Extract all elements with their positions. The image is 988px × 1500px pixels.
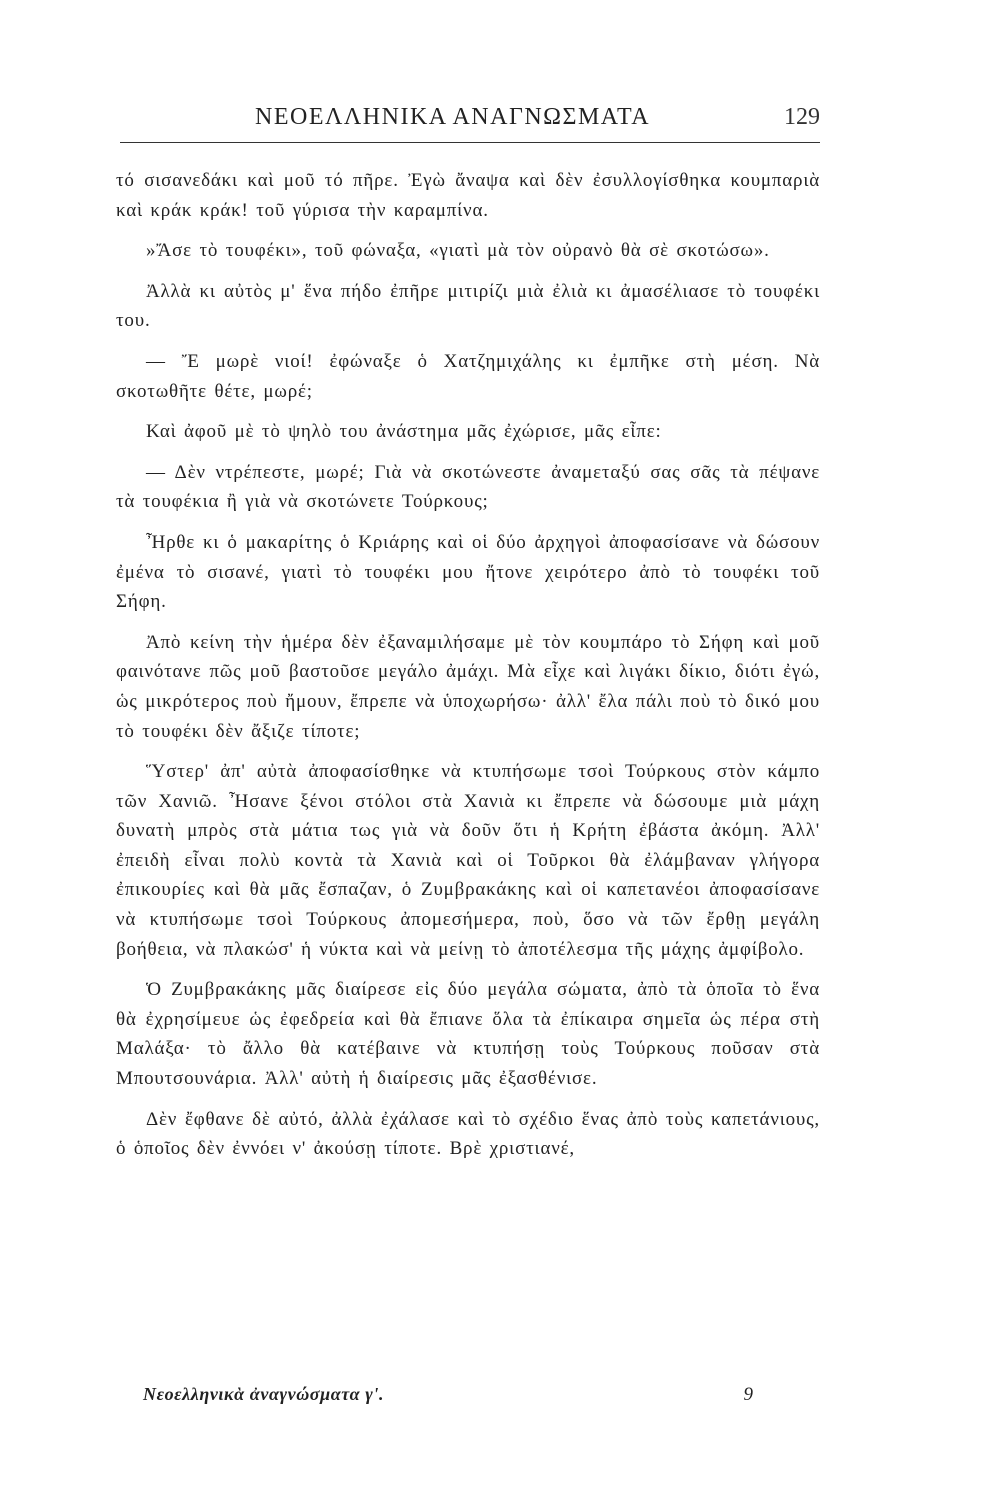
body-text: [116, 166, 820, 1175]
paragraph-8: Ἀπὸ κείνη τὴν ἡμέρα δὲν ἐξαναμιλήσαμε μὲ τὸν κουμπάρο τὸ Σήφη καὶ μοῦ φαινότανε πῶς μοῦ βαστοῦσε μεγάλο ἀμάχι. Μὰ εἶχε καὶ λιγάκι δίκιο, διότι ἐγώ, ὡς μικρότερος ποὺ ἤμουν, ἔπρεπε νὰ ὑποχωρήσω· ἀλλ' ἔλα πάλι ποὺ τὸ δικό μου τὸ τουφέκι δὲν ἄξιζε τίποτε;: [116, 631, 820, 742]
paragraph-3: Ἀλλὰ κι αὐτὸς μ' ἕνα πήδο ἐπῆρε μιτιρίζι μιὰ ἐλιὰ κι ἀμασέλιασε τὸ τουφέκι του.: [116, 280, 820, 332]
page-number: 129: [784, 104, 820, 130]
running-title: ΝΕΟΕΛΛΗΝΙΚΑ ΑΝΑΓΝΩΣΜΑΤΑ: [255, 104, 651, 130]
paragraph-7: Ἦρθε κι ὁ μακαρίτης ὁ Κριάρης καὶ οἱ δύο ἀρχηγοὶ ἀποφασίσανε νὰ δώσουν ἐμένα τὸ σισανέ, γιατὶ τὸ τουφέκι μου ἤτονε χειρότερο ἀπὸ τὸ τουφέκι τοῦ Σήφη.: [116, 531, 820, 613]
page-footer: [143, 1384, 783, 1412]
paragraph-5: Καὶ ἀφοῦ μὲ τὸ ψηλὸ του ἀνάστημα μᾶς ἐχώρισε, μᾶς εἶπε:: [146, 421, 662, 443]
paragraph-6: — Δὲν ντρέπεστε, μωρέ; Γιὰ νὰ σκοτώνεστε ἀναμεταξύ σας σᾶς τὰ πέψανε τὰ τουφέκια ἢ γιὰ νὰ σκοτώνετε Τούρκους;: [116, 461, 820, 513]
paragraph-2: »Ἄσε τὸ τουφέκι», τοῦ φώναξα, «γιατὶ μὰ τὸν οὐρανὸ θὰ σὲ σκοτώσω».: [146, 240, 770, 262]
paragraph-11: Δὲν ἔφθανε δὲ αὐτό, ἀλλὰ ἐχάλασε καὶ τὸ σχέδιο ἕνας ἀπὸ τοὺς καπετάνιους, ὁ ὁποῖος δὲν ἐννόει ν' ἀκούσῃ τίποτε. Βρὲ χριστιανέ,: [116, 1108, 820, 1160]
footer-book-title: Νεοελληνικὰ ἀναγνώσματα γ'.: [143, 1384, 385, 1404]
running-head: [120, 104, 820, 140]
paragraph-9: Ὕστερ' ἀπ' αὐτὰ ἀποφασίσθηκε νὰ κτυπήσωμε τσοὶ Τούρκους στὸν κάμπο τῶν Χανιῶ. Ἦσανε ξένοι στόλοι στὰ Χανιὰ κι ἔπρεπε νὰ δώσουμε μιὰ μάχη δυνατὴ μπρὸς στὰ μάτια τως γιὰ νὰ δοῦν ὅτι ἡ Κρήτη ἐβάστα ἀκόμη. Ἀλλ' ἐπειδὴ εἶναι πολὺ κοντὰ τὰ Χανιὰ καὶ οἱ Τοῦρκοι θὰ ἐλάμβαναν γλήγορα ἐπικουρίες καὶ θὰ μᾶς ἔσπαζαν, ὁ Ζυμβρακάκης καὶ οἱ καπετανέοι ἀποφασίσανε νὰ κτυπήσωμε τσοὶ Τούρκους ἀπομεσήμερα, ποὺ, ὅσο νὰ τῶν ἔρθῃ μεγάλη βοήθεια, νὰ πλακώσ' ἡ νύκτα καὶ νὰ μείνῃ τὸ ἀποτέλεσμα τῆς μάχης ἀμφίβολο.: [116, 761, 820, 960]
paragraph-10: Ὁ Ζυμβρακάκης μᾶς διαίρεσε εἰς δύο μεγάλα σώματα, ἀπὸ τὰ ὁποῖα τὸ ἕνα θὰ ἐχρησίμευε ὡς ἐφεδρεία καὶ θὰ ἔπιανε ὅλα τὰ ἐπίκαιρα σημεῖα ὡς πέρα στὴ Μαλάξα· τὸ ἄλλο θὰ κατέβαινε νὰ κτυπήσῃ τοὺς Τούρκους ποῦσαν στὰ Μπουτσουνάρια. Ἀλλ' αὐτὴ ἡ διαίρεσις μᾶς ἐξασθένισε.: [116, 979, 820, 1090]
paragraph-1: τό σισανεδάκι καὶ μοῦ τό πῆρε. Ἐγὼ ἄναψα καὶ δὲν ἐσυλλογίσθηκα κουμπαριὰ καὶ κράκ κράκ! τοῦ γύρισα τὴν καραμπίνα.: [116, 170, 820, 221]
header-rule: [120, 142, 820, 143]
signature-mark: 9: [743, 1384, 753, 1405]
paragraph-4: — Ἔ μωρὲ νιοί! ἐφώναξε ὁ Χατζημιχάλης κι ἐμπῆκε στὴ μέση. Νὰ σκοτωθῆτε θέτε, μωρέ;: [116, 350, 820, 402]
